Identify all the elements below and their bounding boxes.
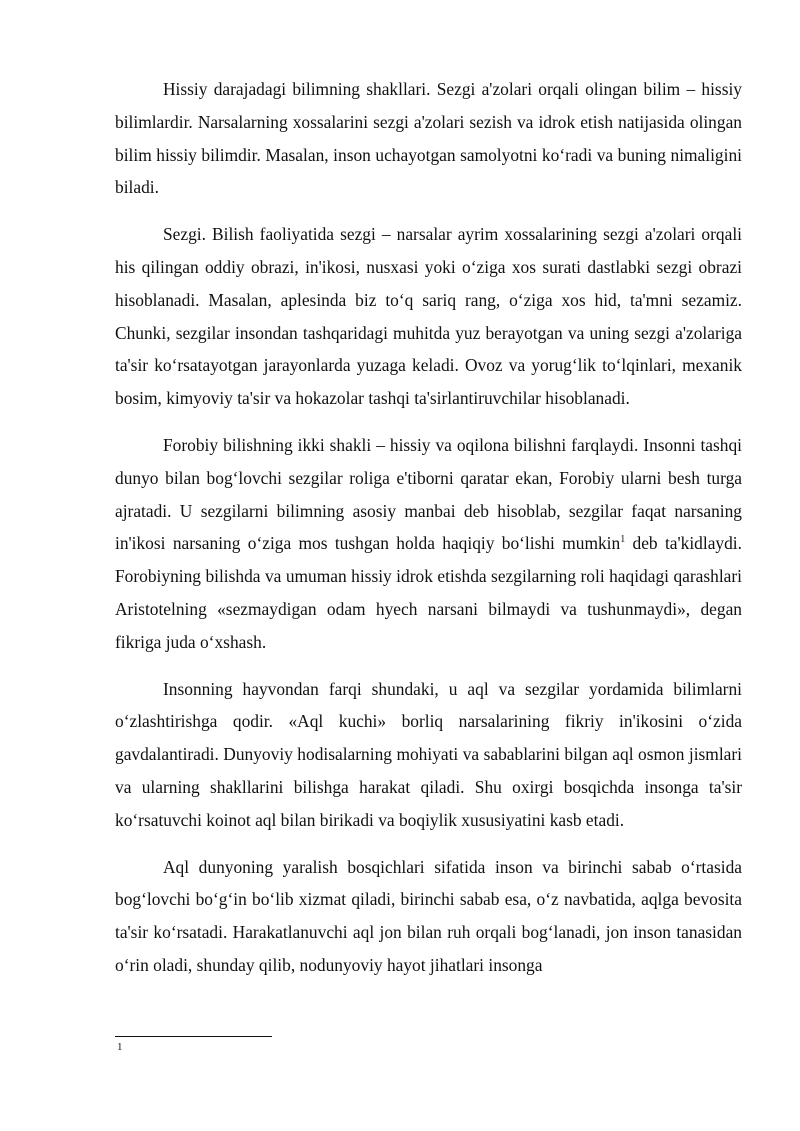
paragraph-forobiy-text-after: deb ta'kidlaydi. Forobiyning bilishda va umuman hissiy idrok etishda sezgilarning roli haqidagi qarashlari Aristotelning «sezmaydigan odam hyech narsani bilmaydi va tushunmaydi», degan fikriga juda o‘xshash. — [115, 533, 742, 652]
paragraph-forobiy-text-before: Forobiy bilishning ikki shakli – hissiy va oqilona bilishni farqlaydi. Insonni tashqi dunyo bilan bog‘lovchi sezgilar roliga e'tiborni qaratar ekan, Forobiy ularni besh turga ajratadi. U sezgilarni bilimning asosiy manbai deb hisoblab, sezgilar faqat narsaning in'ikosi narsaning o‘ziga mos tushgan holda haqiqiy bo‘lishi mumkin — [115, 434, 742, 554]
body-text — [115, 73, 742, 996]
footnote-reference[interactable]: 1 — [620, 534, 626, 546]
paragraph-hissiy-bilim: Hissiy darajadagi bilimning shakllari. Sezgi a'zolari orqali olingan bilim – hissiy bilimlardir. Narsalarning xossalarini sezgi a'zolari sezish va idrok etish natijasida olingan bilim hissiy bilimdir. Masalan, inson uchayotgan samolyotni ko‘radi va buning nimaligini biladi. — [115, 79, 742, 198]
paragraph-sezgi: Sezgi. Bilish faoliyatida sezgi – narsalar ayrim xossalarining sezgi a'zolari orqali his qilingan oddiy obrazi, in'ikosi, nusxasi yoki o‘ziga xos surati dastlabki sezgi obrazi hisoblanadi. Masalan, aplesinda biz to‘q sariq rang, o‘ziga xos hid, ta'mni sezamiz. Chunki, sezgilar insondan tashqaridagi muhitda yuz berayotgan va uning sezgi a'zolariga ta'sir ko‘rsatayotgan jarayonlarda yuzaga keladi. Ovoz va yorug‘lik to‘lqinlari, mexanik bosim, kimyoviy ta'sir va hokazolar tashqi ta'sirlantiruvchilar hisoblanadi. — [115, 224, 742, 409]
footnote-separator — [115, 1036, 272, 1037]
paragraph-aql-dunyo: Aql dunyoning yaralish bosqichlari sifatida inson va birinchi sabab o‘rtasida bog‘lovchi bo‘g‘in bo‘lib xizmat qiladi, birinchi sabab esa, o‘z navbatida, aqlga bevosita ta'sir ko‘rsatadi. Harakatlanuvchi aql jon bilan ruh orqali bog‘lanadi, jon inson tanasidan o‘rin oladi, shunday qilib, nodunyoviy hayot jihatlari insonga — [115, 856, 742, 975]
paragraph-forobiy — [115, 429, 742, 659]
footnote-number: 1 — [117, 1041, 123, 1053]
paragraph-insonning-farqi: Insonning hayvondan farqi shundaki, u aql va sezgilar yordamida bilimlarni o‘zlashtirishga qodir. «Aql kuchi» borliq narsalarining fikriy in'ikosini o‘zida gavdalantiradi. Dunyoviy hodisalarning mohiyati va sabablarini bilgan aql osmon jismlari va ularning shakllarini bilishga harakat qiladi. Shu oxirgi bosqichda insonga ta'sir ko‘rsatuvchi koinot aql bilan birikadi va boqiylik xususiyatini kasb etadi. — [115, 678, 742, 830]
